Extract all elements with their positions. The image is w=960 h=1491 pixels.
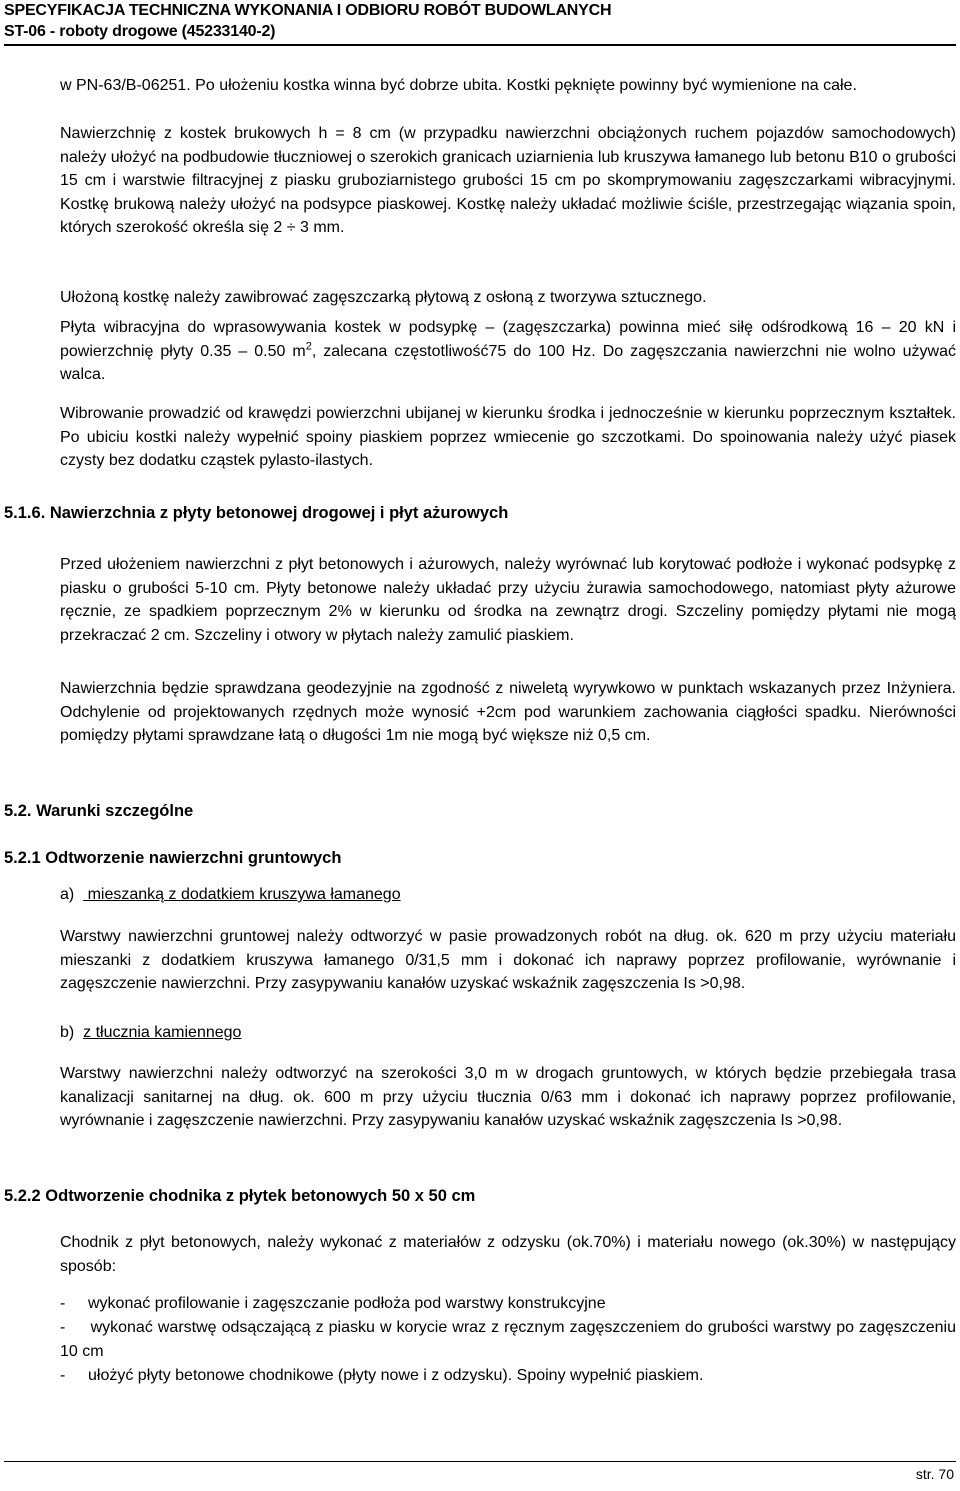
paragraph-ulozona: Ułożoną kostkę należy zawibrować zagęszczarką płytową z osłoną z tworzywa sztucznego.: [60, 289, 707, 306]
section-heading-5-2-2: 5.2.2 Odtworzenie chodnika z płytek betonowych 50 x 50 cm: [4, 1187, 476, 1205]
list-dash: -: [60, 1295, 66, 1312]
document-subtitle: ST-06 - roboty drogowe (45233140-2): [4, 23, 276, 40]
subsection-b-marker: b): [60, 1024, 75, 1041]
plyta-text-b: , zalecana częstotliwość75 do 100 Hz. Do zagęszczania nawierzchni nie wolno używać walca.: [60, 342, 956, 383]
subsection-a-marker: a): [60, 886, 75, 903]
paragraph-warstwy-b: Warstwy nawierzchni należy odtworzyć na szerokości 3,0 m w drogach gruntowych, w których będzie przebiegała trasa kanalizacji sanitarnej na dług. ok. 600 m przy użyciu tłucznia 0/63 mm i dokonać ich naprawy poprzez profilowanie, wyrównanie i zagęszczenie nawierzchni. Przy zasypywaniu kanałów uzyskać wskaźnik zagęszczenia Is >0,98.: [60, 1065, 956, 1129]
plyta-superscript: 2: [305, 340, 312, 353]
subsection-a: [60, 886, 401, 904]
section-heading-5-1-6: 5.1.6. Nawierzchnia z płyty betonowej drogowej i płyt ażurowych: [4, 504, 509, 522]
bullet-list: [60, 1292, 956, 1388]
header-divider: [4, 44, 956, 46]
footer-divider: [4, 1461, 956, 1462]
list-item-text: wykonać profilowanie i zagęszczanie podłoża pod warstwy konstrukcyjne: [88, 1295, 606, 1312]
section-heading-5-2: 5.2. Warunki szczególne: [4, 802, 194, 820]
paragraph-chodnik: Chodnik z płyt betonowych, należy wykonać z materiałów z odzysku (ok.70%) i materiału nowego (ok.30%) w następujący sposób:: [60, 1234, 956, 1275]
list-item-text: wykonać warstwę odsączającą z piasku w korycie wraz z ręcznym zagęszczeniem do grubości warstwy po zagęszczeniu 10 cm: [60, 1319, 956, 1360]
paragraph-wibrowanie: Wibrowanie prowadzić od krawędzi powierzchni ubijanej w kierunku środka i jednocześnie w kierunku poprzecznym kształtek. Po ubiciu kostki należy wypełnić spoiny piaskiem poprzez wmiecenie go szczotkami. Do spoinowania należy użyć piasek czysty bez dodatku cząstek pylasto-ilastych.: [60, 405, 956, 469]
paragraph-warstwy-a: Warstwy nawierzchni gruntowej należy odtworzyć w pasie prowadzonych robót na dług. ok. 620 m przy użyciu materiału mieszanki z dodatkiem kruszywa łamanego 0/31,5 mm i dokonać ich naprawy poprzez profilowanie, wyrównanie i zagęszczenie nawierzchni. Przy zasypywaniu kanałów uzyskać wskaźnik zagęszczenia Is >0,98.: [60, 928, 956, 992]
list-item: [60, 1364, 956, 1388]
paragraph-plyta: [60, 316, 956, 387]
section-heading-5-2-1: 5.2.1 Odtworzenie nawierzchni gruntowych: [4, 849, 342, 867]
page-number: str. 70: [915, 1466, 954, 1482]
paragraph-nawierzchnia: Nawierzchnię z kostek brukowych h = 8 cm (w przypadku nawierzchni obciążonych ruchem pojazdów samochodowych) należy ułożyć na podbudowie tłuczniowej o szerokich granicach uziarnienia lub kruszywa łamanego lub betonu B10 o grubości 15 cm i warstwie filtracyjnej z piasku gruboziarnistego grubości 15 cm po skomprymowaniu zagęszczarkami wibracyjnymi. Kostkę brukową należy ułożyć na podsypce piaskowej. Kostkę należy układać możliwie ściśle, przestrzegając wiązania spoin, których szerokość określa się 2 ÷ 3 mm.: [60, 125, 956, 236]
plyta-text-a: Płyta wibracyjna do wprasowywania kostek w podsypkę – (zagęszczarka) powinna mieć siłę odśrodkową 16 – 20 kN i powierzchnię płyty 0.35 – 0.50 m: [60, 319, 956, 360]
list-item: [60, 1316, 956, 1364]
list-item: [60, 1292, 956, 1316]
list-dash: -: [60, 1367, 66, 1384]
page-header: [4, 0, 956, 50]
document-title: SPECYFIKACJA TECHNICZNA WYKONANIA I ODBIORU ROBÓT BUDOWLANYCH: [4, 2, 612, 19]
subsection-b: [60, 1024, 241, 1042]
list-item-text: ułożyć płyty betonowe chodnikowe (płyty nowe i z odzysku). Spoiny wypełnić piaskiem.: [88, 1367, 704, 1384]
paragraph-intro: w PN-63/B-06251. Po ułożeniu kostka winna być dobrze ubita. Kostki pęknięte powinny być wymienione na całe.: [60, 77, 857, 94]
list-dash: -: [60, 1319, 66, 1336]
paragraph-geodezyjnie: Nawierzchnia będzie sprawdzana geodezyjnie na zgodność z niweletą wyrywkowo w punktach wskazanych przez Inżyniera. Odchylenie od projektowanych rzędnych może wynosić +2cm pod warunkiem zachowania ciągłości spadku. Nierówności pomiędzy płytami sprawdzane łatą o długości 1m nie mogą być większe niż 0,5 cm.: [60, 680, 956, 744]
subsection-a-title: mieszanką z dodatkiem kruszywa łamanego: [83, 886, 401, 903]
paragraph-przed: Przed ułożeniem nawierzchni z płyt betonowych i ażurowych, należy wyrównać lub korytować podłoże i wykonać podsypkę z piasku o grubości 5-10 cm. Płyty betonowe należy układać przy użyciu żurawia samochodowego, natomiast płyty ażurowe ręcznie, ze spadkiem poprzecznym 2% w kierunku od środka na zewnątrz drogi. Szczeliny pomiędzy płytami nie mogą przekraczać 2 cm. Szczeliny i otwory w płytach należy zamulić piaskiem.: [60, 556, 956, 644]
subsection-b-title: z tłucznia kamiennego: [83, 1024, 242, 1041]
